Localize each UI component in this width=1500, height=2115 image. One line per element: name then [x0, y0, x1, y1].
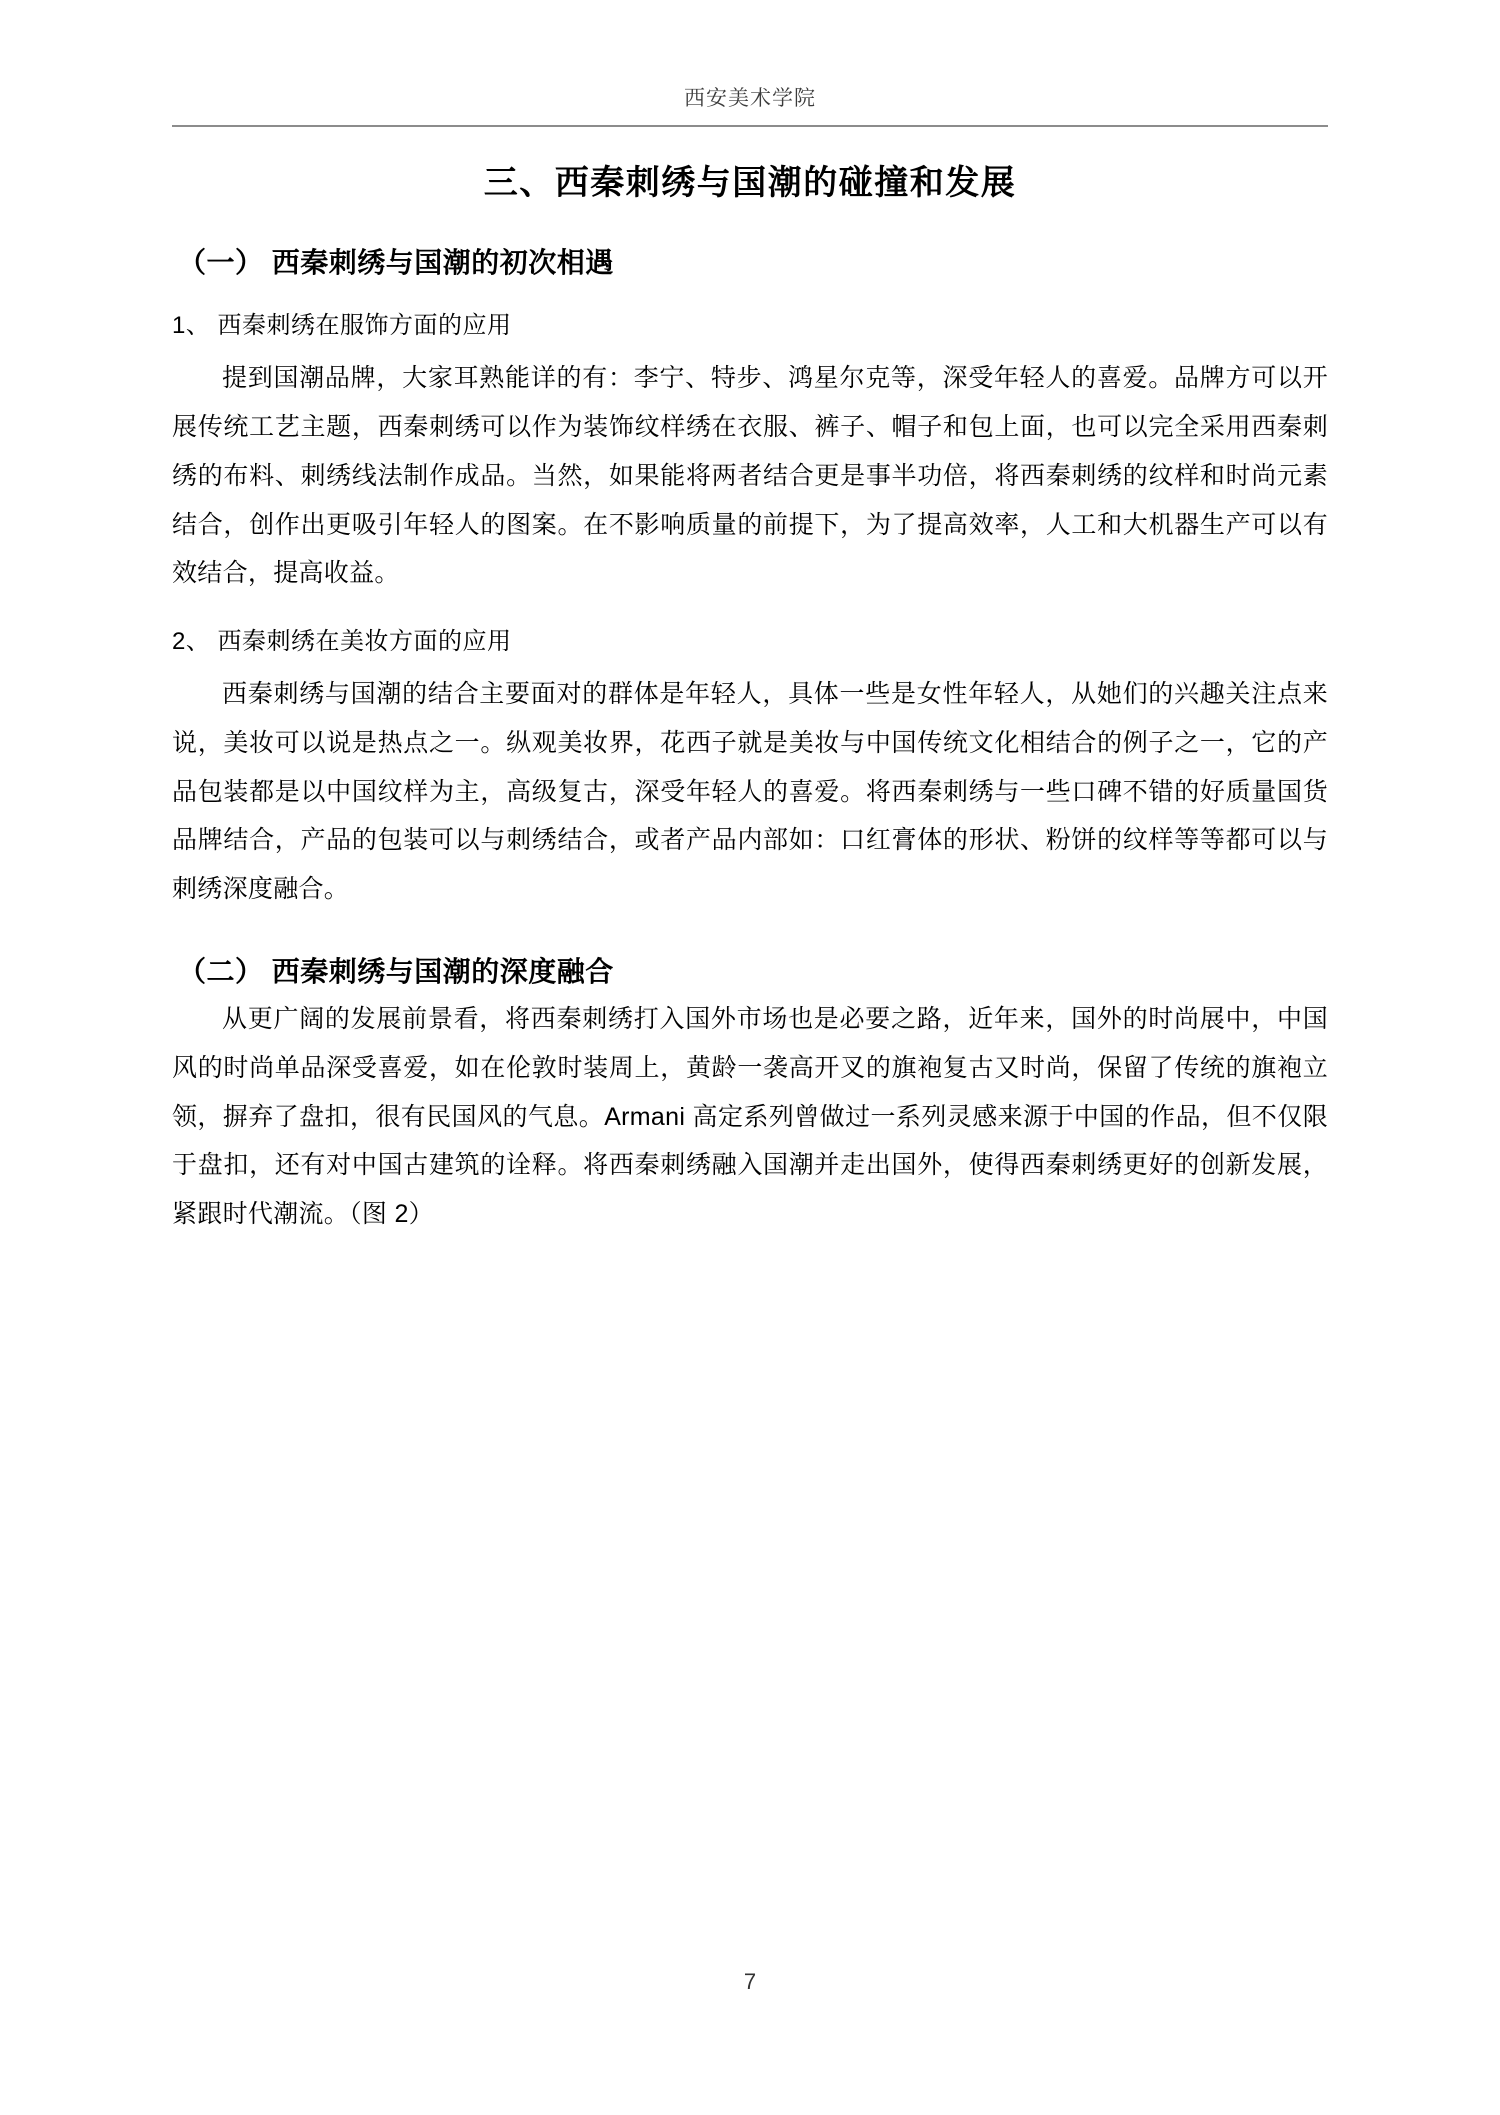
paragraph-3: 从更广阔的发展前景看，将西秦刺绣打入国外市场也是必要之路，近年来，国外的时尚展中，中国风的时尚单品深受喜爱，如在伦敦时装周上，黄龄一袭高开叉的旗袍复古又时尚，保留了传统的旗袍立领，摒弃了盘扣，很有民国风的气息。Armani 高定系列曾做过一系列灵感来源于中国的作品，但不仅限于盘扣，还有对中国古建筑的诠释。将西秦刺绣融入国潮并走出国外，使得西秦刺绣更好的创新发展，紧跟时代潮流。（图 2）: [172, 1005, 1328, 1229]
section-heading-2: （二） 西秦刺绣与国潮的深度融合: [178, 955, 614, 987]
subsection-label-1: 1、 西秦刺绣在服饰方面的应用: [172, 312, 512, 340]
subsection-label-2: 2、 西秦刺绣在美妆方面的应用: [172, 628, 512, 656]
header-divider: [172, 125, 1328, 127]
section-heading-1: （一） 西秦刺绣与国潮的初次相遇: [178, 247, 614, 279]
paragraph-1: 提到国潮品牌，大家耳熟能详的有：李宁、特步、鸿星尔克等，深受年轻人的喜爱。品牌方可以开展传统工艺主题，西秦刺绣可以作为装饰纹样绣在衣服、裤子、帽子和包上面，也可以完全采用西秦刺绣的布料、刺绣线法制作成品。当然，如果能将两者结合更是事半功倍，将西秦刺绣的纹样和时尚元素结合，创作出更吸引年轻人的图案。在不影响质量的前提下，为了提高效率，人工和大机器生产可以有效结合，提高收益。: [172, 364, 1328, 588]
page-header: [172, 0, 1328, 127]
page-title: 三、西秦刺绣与国潮的碰撞和发展: [483, 164, 1017, 202]
paragraph-2: 西秦刺绣与国潮的结合主要面对的群体是年轻人，具体一些是女性年轻人，从她们的兴趣关注点来说，美妆可以说是热点之一。纵观美妆界，花西子就是美妆与中国传统文化相结合的例子之一，它的产品包装都是以中国纹样为主，高级复古，深受年轻人的喜爱。将西秦刺绣与一些口碑不错的好质量国货品牌结合，产品的包装可以与刺绣结合，或者产品内部如：口红膏体的形状、粉饼的纹样等等都可以与刺绣深度融合。: [172, 680, 1328, 904]
page-number: 7: [743, 1969, 757, 1994]
institution-name: 西安美术学院: [684, 87, 816, 110]
